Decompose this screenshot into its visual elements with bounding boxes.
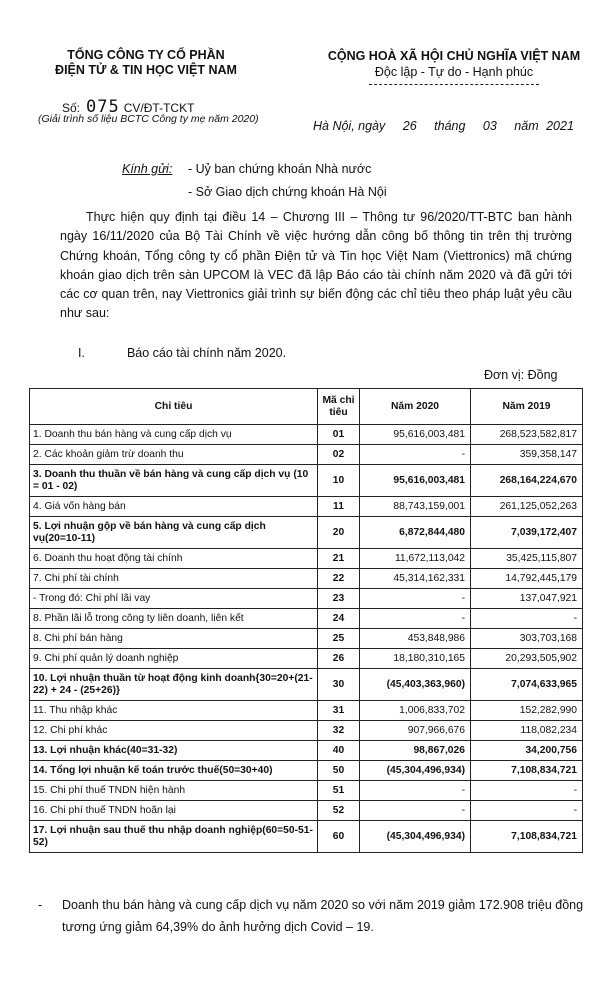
organization-name [40, 48, 252, 78]
table-row [30, 425, 583, 445]
document-subject-note: (Giải trình số liệu BCTC Công ty mẹ năm 2020) [38, 113, 259, 125]
row-indicator-label [30, 497, 318, 517]
row-value-2020: - [360, 589, 471, 609]
row-value-2019: 35,425,115,807 [471, 549, 583, 569]
row-code: 31 [318, 701, 360, 721]
row-value-2019: 7,039,172,407 [471, 517, 583, 549]
row-value-2020: 18,180,310,165 [360, 649, 471, 669]
row-value-2020: (45,304,496,934) [360, 821, 471, 853]
recipient-1: - Uỷ ban chứng khoán Nhà nước [188, 162, 372, 176]
header-year-2019: Năm 2019 [471, 389, 583, 425]
footnote-text: Doanh thu bán hàng và cung cấp dịch vụ năm 2020 so với năm 2019 giảm 172.908 triệu đồng tương ứng giảm 64,39% do ảnh hưởng dịch Covid – 19. [62, 898, 584, 934]
row-value-2020: 98,867,026 [360, 741, 471, 761]
table-row [30, 445, 583, 465]
row-indicator-label [30, 465, 318, 497]
row-value-2020: 95,616,003,481 [360, 465, 471, 497]
row-code: 52 [318, 801, 360, 821]
row-indicator-label [30, 629, 318, 649]
row-indicator-label [30, 445, 318, 465]
row-indicator-label [30, 425, 318, 445]
row-value-2019: 118,082,234 [471, 721, 583, 741]
table-row [30, 761, 583, 781]
row-value-2019: - [471, 801, 583, 821]
row-label-text: 7. Chi phí tài chính [33, 572, 119, 584]
org-line-2: ĐIỆN TỬ & TIN HỌC VIỆT NAM [55, 63, 237, 77]
table-row [30, 821, 583, 853]
date-place: Hà Nội, ngày [313, 119, 386, 133]
footnote-bullet: - [38, 898, 43, 912]
body-paragraph [60, 208, 572, 324]
row-value-2020: - [360, 609, 471, 629]
header-year-2020: Năm 2020 [360, 389, 471, 425]
row-code: 25 [318, 629, 360, 649]
doc-number-value: 075 [86, 97, 120, 117]
table-row [30, 649, 583, 669]
row-value-2019: 268,523,582,817 [471, 425, 583, 445]
date-month-label: tháng [434, 119, 466, 133]
row-value-2020: 45,314,162,331 [360, 569, 471, 589]
footnote [38, 894, 598, 938]
row-indicator-label [30, 609, 318, 629]
date-day: 26 [402, 119, 417, 133]
row-indicator-label [30, 721, 318, 741]
row-code: 01 [318, 425, 360, 445]
row-indicator-label [30, 701, 318, 721]
table-row [30, 465, 583, 497]
row-value-2020: (45,304,496,934) [360, 761, 471, 781]
table-row [30, 497, 583, 517]
row-value-2019: 268,164,224,670 [471, 465, 583, 497]
row-value-2019: 261,125,052,263 [471, 497, 583, 517]
row-value-2019: 152,282,990 [471, 701, 583, 721]
org-line-1: TỔNG CÔNG TY CỔ PHẦN [67, 48, 225, 62]
row-value-2020: - [360, 781, 471, 801]
row-code: 32 [318, 721, 360, 741]
row-code: 23 [318, 589, 360, 609]
row-label-text: 1. Doanh thu bán hàng và cung cấp dịch vụ [33, 428, 232, 440]
row-label-text: - Trong đó: Chi phí lãi vay [33, 592, 151, 604]
row-code: 02 [318, 445, 360, 465]
row-value-2019: 303,703,168 [471, 629, 583, 649]
nation-title: CỘNG HOÀ XÃ HỘI CHỦ NGHĨA VIỆT NAM [327, 49, 581, 63]
section-number: I. [78, 346, 85, 360]
row-value-2019: 7,108,834,721 [471, 761, 583, 781]
row-value-2019: 34,200,756 [471, 741, 583, 761]
row-code: 40 [318, 741, 360, 761]
table-row [30, 569, 583, 589]
row-indicator-label [30, 669, 318, 701]
row-value-2020: - [360, 445, 471, 465]
date-year: 2021 [546, 119, 574, 133]
row-label-text: 16. Chi phí thuế TNDN hoãn lại [33, 804, 176, 816]
row-label-text: 9. Chi phí quản lý doanh nghiệp [33, 652, 179, 664]
row-value-2019: 14,792,445,179 [471, 569, 583, 589]
table-row [30, 517, 583, 549]
row-value-2019: - [471, 781, 583, 801]
row-value-2020: 88,743,159,001 [360, 497, 471, 517]
row-value-2019: 7,074,633,965 [471, 669, 583, 701]
row-indicator-label [30, 649, 318, 669]
row-label-text: 6. Doanh thu hoạt động tài chính [33, 552, 183, 564]
header-code: Mã chỉ tiêu [318, 389, 360, 425]
row-label-text: 10. Lợi nhuận thuần từ hoạt động kinh doanh{30=20+(21-22) + 24 - (25+26)} [33, 673, 313, 696]
currency-unit: Đơn vị: Đồng [484, 368, 558, 382]
row-label-text: 2. Các khoản giảm trừ doanh thu [33, 448, 184, 460]
row-code: 21 [318, 549, 360, 569]
row-code: 26 [318, 649, 360, 669]
row-label-text: 4. Giá vốn hàng bán [33, 500, 126, 512]
row-value-2019: 137,047,921 [471, 589, 583, 609]
row-code: 20 [318, 517, 360, 549]
row-indicator-label [30, 741, 318, 761]
row-code: 60 [318, 821, 360, 853]
doc-number-prefix: Số: [62, 101, 81, 115]
row-code: 22 [318, 569, 360, 589]
row-code: 50 [318, 761, 360, 781]
national-heading [318, 48, 590, 85]
table-row [30, 629, 583, 649]
table-row [30, 741, 583, 761]
table-row [30, 669, 583, 701]
row-label-text: 8. Phần lãi lỗ trong công ty liên doanh, liên kết [33, 612, 244, 624]
table-body [30, 425, 583, 853]
row-label-text: 12. Chi phí khác [33, 724, 108, 736]
row-label-text: 8. Chi phí bán hàng [33, 632, 123, 644]
section-title: Báo cáo tài chính năm 2020. [126, 346, 287, 360]
row-indicator-label [30, 801, 318, 821]
row-value-2020: 1,006,833,702 [360, 701, 471, 721]
recipient-2: - Sở Giao dịch chứng khoán Hà Nội [188, 185, 387, 199]
row-value-2020: (45,403,363,960) [360, 669, 471, 701]
body-paragraph-text: Thực hiện quy định tại điều 14 – Chương III – Thông tư 96/2020/TT-BTC ban hành ngày 16/11/2020 của Bộ Tài Chính về việc hướng dẫn công bố thông tin trên thị trường Chứng khoán, Tổng công ty cổ phần Điện tử và Tin học Việt Nam (Viettronics) mã chứng khoán giao dịch trên sàn UPCOM là VEC đã lập Báo cáo tài chính năm 2020 và đã gửi tới các cơ quan trên, nay Viettronics giải trình sự biến động các chỉ tiêu theo pháp luật yêu cầu như sau: [60, 210, 572, 321]
row-label-text: 17. Lợi nhuận sau thuế thu nhập doanh nghiệp(60=50-51-52) [33, 825, 313, 848]
table-row [30, 721, 583, 741]
row-value-2020: - [360, 801, 471, 821]
row-value-2019: - [471, 609, 583, 629]
row-label-text: 3. Doanh thu thuần về bán hàng và cung cấp dịch vụ (10 = 01 - 02) [33, 469, 309, 492]
row-label-text: 11. Thu nhập khác [33, 704, 118, 716]
row-code: 11 [318, 497, 360, 517]
row-indicator-label [30, 781, 318, 801]
row-value-2020: 453,848,986 [360, 629, 471, 649]
table-row [30, 801, 583, 821]
table-row [30, 549, 583, 569]
date-line [313, 119, 578, 133]
date-month: 03 [482, 119, 497, 133]
nation-motto: Độc lập - Tự do - Hạnh phúc [374, 65, 534, 79]
row-value-2020: 11,672,113,042 [360, 549, 471, 569]
row-indicator-label [30, 517, 318, 549]
row-label-text: 14. Tổng lợi nhuận kế toán trước thuế(50=30+40) [33, 764, 273, 776]
row-code: 30 [318, 669, 360, 701]
table-row [30, 781, 583, 801]
header-indicator: Chỉ tiêu [30, 389, 318, 425]
financial-table [29, 388, 583, 853]
table-row [30, 589, 583, 609]
row-value-2020: 6,872,844,480 [360, 517, 471, 549]
row-code: 51 [318, 781, 360, 801]
row-value-2020: 95,616,003,481 [360, 425, 471, 445]
table-row [30, 701, 583, 721]
row-indicator-label [30, 761, 318, 781]
doc-number-suffix: CV/ĐT-TCKT [123, 101, 195, 115]
table-header-row [30, 389, 583, 425]
row-value-2019: 20,293,505,902 [471, 649, 583, 669]
row-value-2019: 359,358,147 [471, 445, 583, 465]
row-label-text: 13. Lợi nhuận khác(40=31-32) [33, 744, 178, 756]
row-value-2019: 7,108,834,721 [471, 821, 583, 853]
row-indicator-label [30, 589, 318, 609]
recipients-label: Kính gửi: [122, 162, 173, 176]
row-label-text: 15. Chi phí thuế TNDN hiện hành [33, 784, 186, 796]
row-indicator-label [30, 569, 318, 589]
table-row [30, 609, 583, 629]
row-indicator-label [30, 549, 318, 569]
date-year-label: năm [514, 119, 539, 133]
row-label-text: 5. Lợi nhuận gộp về bán hàng và cung cấp dịch vụ(20=10-11) [33, 521, 266, 544]
section-heading [78, 346, 286, 360]
motto-underline [369, 84, 539, 85]
row-value-2020: 907,966,676 [360, 721, 471, 741]
row-code: 10 [318, 465, 360, 497]
row-indicator-label [30, 821, 318, 853]
row-code: 24 [318, 609, 360, 629]
